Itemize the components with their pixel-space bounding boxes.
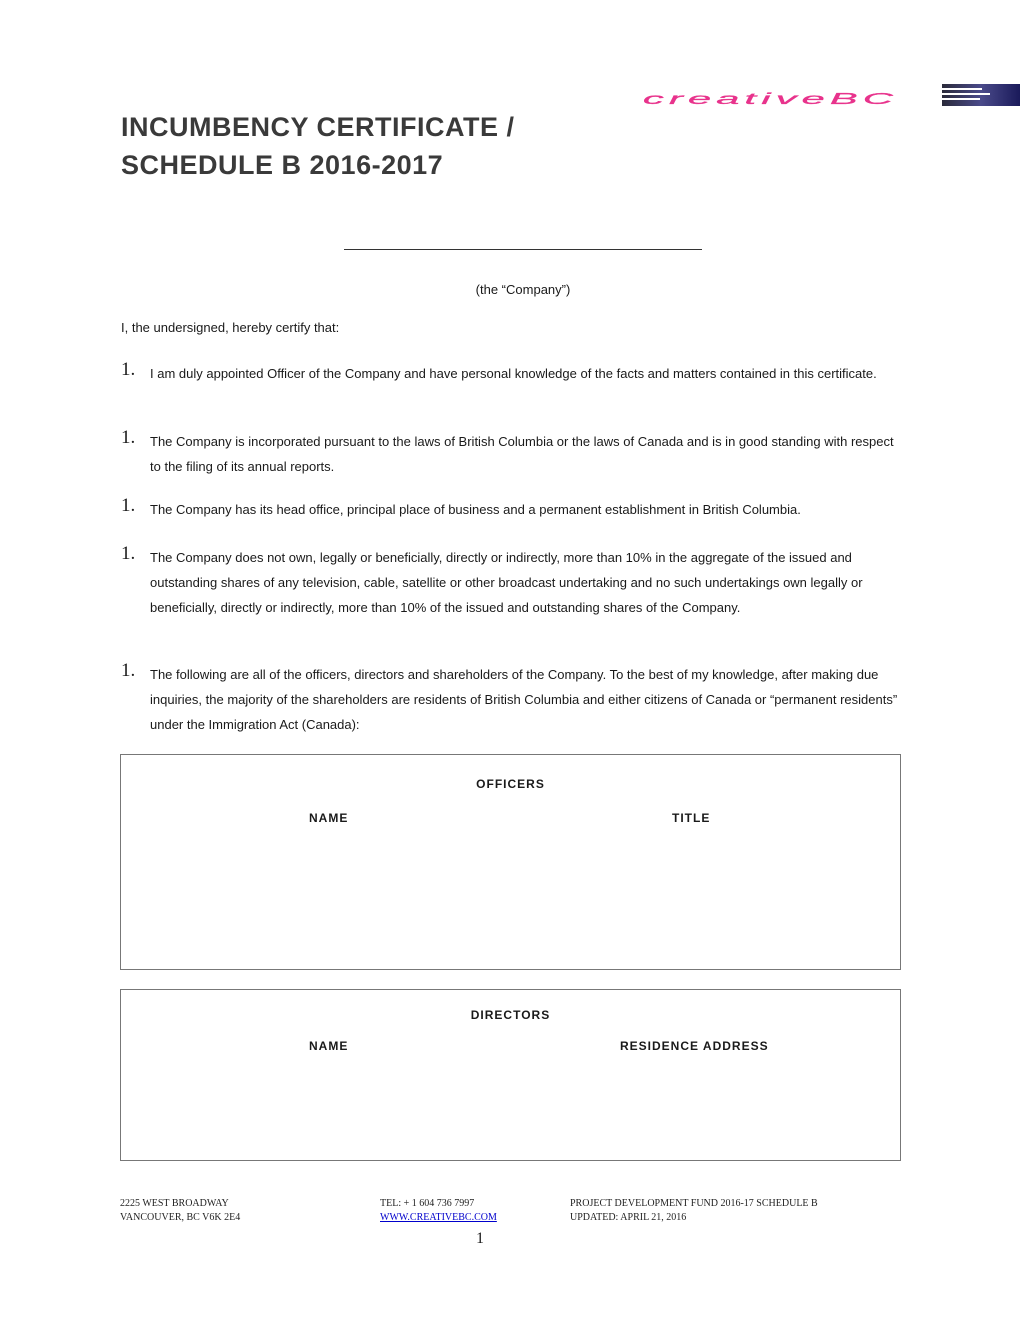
item-number: 1. [121, 543, 136, 564]
item-number: 1. [121, 660, 136, 681]
footer-address-line2: VANCOUVER, BC V6K 2E4 [120, 1212, 241, 1223]
list-item [121, 662, 901, 737]
officers-heading: OFFICERS [476, 777, 545, 791]
footer-doc-name: PROJECT DEVELOPMENT FUND 2016-17 SCHEDULE B [570, 1198, 818, 1209]
document-subtitle: SCHEDULE B 2016-2017 [121, 150, 444, 180]
directors-name-header: NAME [309, 1039, 349, 1053]
directors-heading: DIRECTORS [470, 1008, 551, 1022]
item-text: The Company does not own, legally or beneficially, directly or indirectly, more than 10% in the aggregate of the issued and outstanding shares of any television, cable, satellite or other broadcast undertaking and no such undertakings own legally or beneficially, directly or indirectly, more than 10% of the issued and outstanding shares of the Company. [150, 550, 863, 615]
footer-tel: TEL: + 1 604 736 7997 [380, 1198, 475, 1209]
footer-website-link[interactable]: WWW.CREATIVEBC.COM [380, 1212, 497, 1223]
list-item [121, 545, 901, 620]
page-number: 1 [476, 1230, 484, 1247]
logo-bars-icon [942, 84, 1020, 106]
item-text: The Company is incorporated pursuant to the laws of British Columbia or the laws of Canada and is in good standing with respect to the filing of its annual reports. [150, 434, 894, 474]
item-number: 1. [121, 495, 136, 516]
item-text: The following are all of the officers, directors and shareholders of the Company. To the best of my knowledge, after making due inquiries, the majority of the shareholders are residents of British Columbia and either citizens of Canada or “permanent residents” under the Immigration Act (Canada): [150, 667, 898, 732]
logo-wordmark: creativeBC [643, 92, 898, 106]
footer-doc-info [570, 1197, 818, 1225]
creativebc-logo [643, 92, 898, 106]
company-label: (the “Company”) [475, 282, 571, 297]
directors-address-header: RESIDENCE ADDRESS [620, 1039, 769, 1053]
document-title: INCUMBENCY CERTIFICATE / [121, 112, 515, 142]
list-item [121, 429, 901, 479]
list-item [121, 497, 901, 522]
footer-address-line1: 2225 WEST BROADWAY [120, 1198, 229, 1209]
directors-table[interactable] [120, 989, 901, 1161]
item-number: 1. [121, 427, 136, 448]
footer-address [120, 1197, 240, 1225]
intro-text: I, the undersigned, hereby certify that: [121, 320, 340, 335]
officers-name-header: NAME [309, 811, 349, 825]
footer-contact [380, 1197, 497, 1225]
officers-title-header: TITLE [672, 811, 711, 825]
company-name-line[interactable] [344, 249, 702, 250]
footer-updated: UPDATED: APRIL 21, 2016 [570, 1212, 687, 1223]
list-item [121, 361, 901, 386]
item-number: 1. [121, 359, 136, 380]
officers-table[interactable] [120, 754, 901, 970]
item-text: I am duly appointed Officer of the Company and have personal knowledge of the facts and matters contained in this certificate. [150, 366, 877, 381]
item-text: The Company has its head office, principal place of business and a permanent establishment in British Columbia. [150, 502, 801, 517]
